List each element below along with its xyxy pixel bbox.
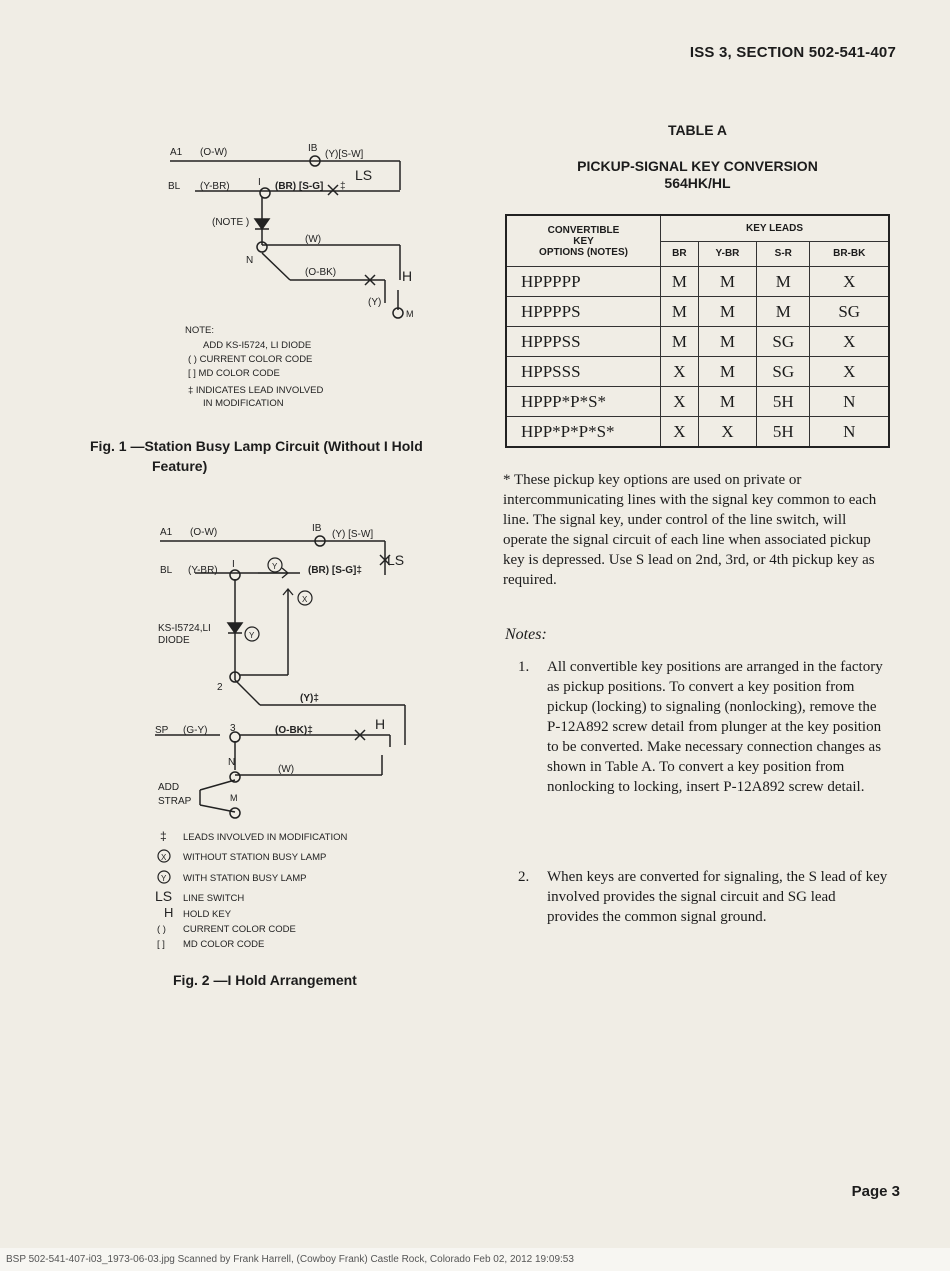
- fig2-label-ks: KS-I5724,LI: [158, 623, 211, 634]
- fig2-label-ib: IB: [312, 523, 322, 534]
- fig1-label-n: N: [246, 255, 254, 266]
- table-cell: M: [757, 267, 810, 297]
- note-number: 2.: [518, 869, 530, 885]
- table-cell: HPPPPS: [506, 297, 661, 327]
- fig2-label-x-circle: X: [302, 595, 308, 604]
- fig1-label-bl: BL: [168, 181, 181, 192]
- fig2-label-a1: A1: [160, 527, 173, 538]
- table-row: [506, 327, 889, 357]
- fig2-label-a1-wire: (O-W): [190, 527, 218, 538]
- fig1-diagram: [150, 135, 440, 420]
- fig2-legend-symbol: Y: [161, 874, 167, 883]
- column-header: Y-BR: [698, 241, 756, 267]
- fig2-label-one: I: [232, 559, 235, 570]
- fig2-label-bl: BL: [160, 565, 173, 576]
- fig1-label-ib: IB: [308, 143, 318, 154]
- fig1-caption: [90, 436, 480, 476]
- table-row: [506, 357, 889, 387]
- note-text: When keys are converted for signaling, the S lead of key involved provides the signal circuit and SG lead provides the common signal ground.: [547, 869, 888, 925]
- fig2-label-h: H: [375, 716, 386, 732]
- fig2-label-w-wire: (W): [278, 764, 295, 775]
- column-header: S-R: [757, 241, 810, 267]
- note-number: 1.: [518, 659, 530, 675]
- fig2-label-bl-wire: (Y-BR): [188, 565, 218, 576]
- conversion-table: [505, 214, 890, 448]
- fig2-label-diode: DIODE: [158, 635, 190, 646]
- options-header-line: KEY: [573, 235, 594, 247]
- fig1-label-a1: A1: [170, 147, 183, 158]
- fig1-label-ib-wire: (Y)[S-W]: [325, 149, 364, 160]
- fig2-label-two: 2: [217, 682, 223, 693]
- fig2-legend-symbol: X: [161, 853, 167, 862]
- fig2-label-n: N: [228, 757, 236, 768]
- options-header: [506, 215, 661, 267]
- fig1-label-w-wire: (W): [305, 234, 322, 245]
- note-item: [518, 657, 888, 797]
- key-leads-header: KEY LEADS: [661, 215, 890, 241]
- fig1-label-one: I: [258, 177, 261, 188]
- notes-heading: Notes:: [505, 626, 547, 643]
- table-cell: SG: [757, 327, 810, 357]
- table-cell: M: [661, 327, 699, 357]
- table-cell: X: [810, 357, 889, 387]
- table-cell: M: [661, 297, 699, 327]
- table-cell: X: [698, 417, 756, 448]
- fig2-legend-text: LEADS INVOLVED IN MODIFICATION: [183, 832, 348, 843]
- fig1-note-line: ( ) CURRENT COLOR CODE: [188, 354, 313, 365]
- fig2-label-ls: LS: [387, 552, 405, 568]
- table-subtitle-line: 564HK/HL: [664, 175, 731, 191]
- fig2-label-ib-wire: (Y) [S-W]: [332, 529, 374, 540]
- fig1-caption-line: Feature): [152, 458, 208, 474]
- fig2-label-sp: SP: [155, 725, 169, 736]
- table-cell: SG: [757, 357, 810, 387]
- fig1-label-br-wire: (BR) [S-G]: [275, 181, 324, 192]
- fig2-label-y-circle: Y: [249, 631, 255, 640]
- table-cell: HPP*P*P*S*: [506, 417, 661, 448]
- fig2-diagram: [150, 515, 450, 955]
- column-header: BR: [661, 241, 699, 267]
- fig2-label-y-circle: Y: [272, 562, 278, 571]
- section-header: ISS 3, SECTION 502-541-407: [689, 44, 896, 61]
- fig2-legend-symbol: [ ]: [157, 939, 165, 950]
- fig1-note-line: IN MODIFICATION: [203, 398, 284, 409]
- table-subtitle-line: PICKUP-SIGNAL KEY CONVERSION: [577, 158, 818, 174]
- fig2-label-strap: STRAP: [158, 796, 192, 807]
- table-footnote: * These pickup key options are used on private or intercommunicating lines with the signal key common to each line. The signal key, under control of the line switch, will operate the signal circuit of each line when associated pickup key is depressed. Use S lead on 2nd, 3rd, or 4th pickup key as required.: [503, 472, 877, 588]
- table-cell: X: [661, 387, 699, 417]
- table-cell: HPPPPP: [506, 267, 661, 297]
- fig2-legend-text: HOLD KEY: [183, 909, 232, 920]
- table-header-row: [506, 215, 889, 241]
- fig2-legend-symbol: ( ): [157, 924, 166, 935]
- table-row: [506, 387, 889, 417]
- options-header-line: OPTIONS (NOTES): [539, 246, 628, 258]
- fig2-legend-text: LINE SWITCH: [183, 893, 245, 904]
- fig1-label-h: H: [402, 268, 413, 284]
- table-row: [506, 417, 889, 448]
- table-cell: 5H: [757, 417, 810, 448]
- table-cell: HPPP*P*S*: [506, 387, 661, 417]
- table-cell: HPPSSS: [506, 357, 661, 387]
- table-cell: N: [810, 387, 889, 417]
- fig2-legend-text: MD COLOR CODE: [183, 939, 265, 950]
- fig1-caption-line: Fig. 1 —Station Busy Lamp Circuit (Without I Hold: [90, 438, 423, 454]
- fig2-label-br-wire: (BR) [S-G]‡: [308, 565, 362, 576]
- table-cell: M: [698, 357, 756, 387]
- fig1-label-y-wire: (Y): [368, 297, 382, 308]
- fig2-label-three: 3: [230, 723, 236, 734]
- fig1-label-ls: LS: [355, 167, 373, 183]
- column-header: BR-BK: [810, 241, 889, 267]
- fig1-label-bl-wire: (Y-BR): [200, 181, 230, 192]
- fig1-note-line: ADD KS-I5724, LI DIODE: [203, 340, 312, 351]
- note-item: [518, 867, 888, 927]
- table-cell: M: [698, 327, 756, 357]
- table-row: [506, 297, 889, 327]
- fig2-label-obk-wire: (O-BK)‡: [275, 725, 313, 736]
- table-cell: M: [698, 297, 756, 327]
- fig2-legend-text: WITHOUT STATION BUSY LAMP: [183, 852, 327, 863]
- table-cell: M: [698, 267, 756, 297]
- fig2-legend-symbol: LS: [155, 888, 173, 904]
- fig2-legend-symbol: H: [164, 905, 174, 920]
- table-cell: HPPPSS: [506, 327, 661, 357]
- fig1-note-line: ‡ INDICATES LEAD INVOLVED: [188, 385, 324, 396]
- fig1-label-obk-wire: (O-BK): [305, 267, 337, 278]
- options-header-line: CONVERTIBLE: [547, 224, 620, 236]
- table-cell: 5H: [757, 387, 810, 417]
- fig1-note-line: [ ] MD COLOR CODE: [188, 368, 280, 379]
- fig2-label-add: ADD: [158, 782, 180, 793]
- fig1-label-note-ref: (NOTE ): [212, 217, 250, 228]
- table-title: TABLE A: [667, 122, 728, 138]
- fig1-note-title: NOTE:: [185, 325, 215, 336]
- table-subtitle: [505, 158, 890, 192]
- fig1-label-m: M: [406, 309, 414, 319]
- table-cell: X: [810, 267, 889, 297]
- table-cell: N: [810, 417, 889, 448]
- fig2-legend-text: CURRENT COLOR CODE: [183, 924, 296, 935]
- fig2-legend-symbol: ‡: [160, 829, 167, 843]
- table-cell: SG: [810, 297, 889, 327]
- note-text: All convertible key positions are arranged in the factory as pickup positions. To convert a key position from pickup (locking) to signaling (nonlocking), remove the P-12A892 screw detail from plunger at the key position to be converted. Make necessary connection changes as shown in Table A. To convert a key position from nonlocking to locking, insert P-12A892 screw detail.: [547, 659, 883, 795]
- table-cell: M: [757, 297, 810, 327]
- page-number: Page 3: [851, 1183, 900, 1200]
- fig2-label-y-dagger: (Y)‡: [300, 693, 319, 704]
- scan-footer: BSP 502-541-407-i03_1973-06-03.jpg Scanned by Frank Harrell, (Cowboy Frank) Castle Rock, Colorado Feb 02, 2012 19:09:53: [0, 1248, 950, 1271]
- table-cell: M: [661, 267, 699, 297]
- fig2-legend-text: WITH STATION BUSY LAMP: [183, 873, 307, 884]
- fig1-label-a1-wire: (O-W): [200, 147, 228, 158]
- table-cell: X: [661, 417, 699, 448]
- fig1-label-dagger: ‡: [340, 181, 346, 192]
- table-row: [506, 267, 889, 297]
- table-cell: X: [661, 357, 699, 387]
- table-cell: X: [810, 327, 889, 357]
- table-cell: M: [698, 387, 756, 417]
- fig2-label-m: M: [230, 793, 238, 803]
- fig2-label-sp-wire: (G-Y): [183, 725, 208, 736]
- fig2-caption: Fig. 2 —I Hold Arrangement: [173, 972, 357, 988]
